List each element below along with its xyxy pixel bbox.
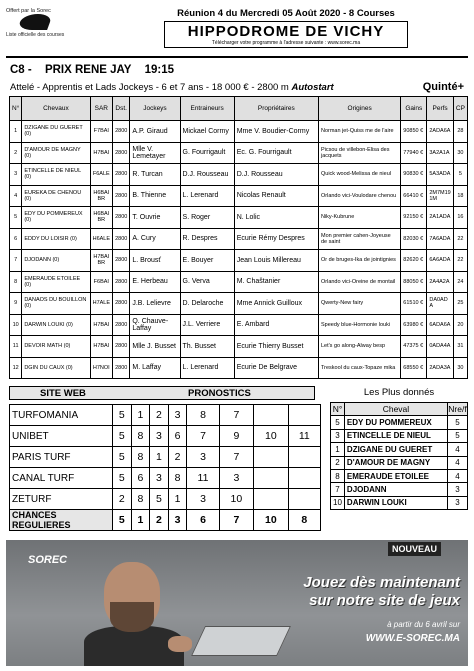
runner-cell: 8: [10, 271, 22, 293]
runners-header-row: [10, 97, 468, 121]
runner-cell: E. Herbeau: [130, 271, 180, 293]
runner-cell: 2800: [113, 228, 130, 250]
plus-row: [331, 429, 468, 442]
pronostic-pick: 5: [113, 468, 132, 489]
pronostic-pick: 8: [288, 510, 320, 531]
runner-cell: H6BAI BR: [90, 207, 113, 229]
runner-cell: 10: [10, 314, 22, 336]
runners-col-header: Propriétaires: [234, 97, 318, 121]
race-start-type: Autostart: [291, 82, 334, 93]
runner-cell: DA0AD A: [427, 293, 453, 315]
laptop-icon: [191, 626, 291, 656]
pronostic-pick: 6: [187, 510, 219, 531]
plus-donnes-header-row: [331, 403, 468, 416]
runner-cell: 2ADA6A: [427, 121, 453, 143]
runners-table: [9, 96, 468, 379]
runners-col-header: Dst.: [113, 97, 130, 121]
pronostic-pick: 10: [254, 510, 288, 531]
runner-cell: Ec. G. Fourrigault: [234, 142, 318, 164]
runner-cell: 2800: [113, 336, 130, 358]
runner-cell: 77940 €: [401, 142, 427, 164]
pronostic-pick: 10: [219, 489, 253, 510]
sorec-ad-banner[interactable]: [6, 540, 468, 666]
plus-cell: 5: [447, 416, 467, 429]
runner-cell: 4: [10, 185, 22, 207]
pronostic-pick: [288, 468, 320, 489]
plus-row: [331, 443, 468, 456]
runner-cell: 92150 €: [401, 207, 427, 229]
race-code: C8 -: [10, 64, 32, 76]
venue-title: HIPPODROME DE VICHY: [187, 23, 385, 40]
plus-donnes-title: Les Plus donnés: [363, 387, 435, 398]
runner-cell: 82620 €: [401, 250, 427, 272]
runner-cell: 6A6ADA: [427, 250, 453, 272]
runner-cell: Let's go along-Alway besp: [318, 336, 400, 358]
race-conditions: Attelé - Apprentis et Lads Jockeys - 6 et 7 ans - 18 000 € - 2800 m: [10, 82, 289, 93]
runner-cell: Jean Louis Millereau: [234, 250, 318, 272]
runner-cell: M. Laffay: [130, 357, 180, 379]
runner-cell: D.J. Rousseau: [234, 164, 318, 186]
runner-cell: N. Lolic: [234, 207, 318, 229]
pronostic-pick: 10: [254, 426, 288, 447]
pronostic-pick: [288, 447, 320, 468]
pronostic-pick: 11: [187, 468, 219, 489]
promo-line2: sur notre site de jeux: [309, 592, 460, 609]
runner-cell: G. Verva: [180, 271, 234, 293]
runner-cell: H7BAI: [90, 336, 113, 358]
runner-cell: H7BAI: [90, 142, 113, 164]
runner-cell: J.B. Lelievre: [130, 293, 180, 315]
runner-cell: G. Fourrigault: [180, 142, 234, 164]
runner-cell: A.P. Giraud: [130, 121, 180, 143]
runner-cell: 63980 €: [401, 314, 427, 336]
runner-row[interactable]: [10, 228, 468, 250]
plus-row: [331, 416, 468, 429]
race-conditions-line: [10, 82, 334, 93]
pronostic-pick: 5: [113, 447, 132, 468]
runners-col-header: Entraineurs: [180, 97, 234, 121]
runner-cell: Mme Annick Guilloux: [234, 293, 318, 315]
runner-cell: 9: [10, 293, 22, 315]
header-titles: [116, 8, 456, 48]
runner-row[interactable]: [10, 314, 468, 336]
plus-cell: 8: [331, 469, 345, 482]
promo-line1: Jouez dès maintenant: [303, 574, 460, 591]
runner-cell: Q. Chauve-Laffay: [130, 314, 180, 336]
runner-cell: Speedy blue-Hormonie louki: [318, 314, 400, 336]
site-web-header: SITE WEB: [40, 388, 86, 399]
pronostic-row: [10, 489, 321, 510]
bet-type: Quinté+: [422, 81, 464, 93]
runner-cell: 2800: [113, 142, 130, 164]
runner-cell: 3A2A1A: [427, 142, 453, 164]
plus-cell: ETINCELLE DE NIEUL: [344, 429, 447, 442]
runner-cell: 7: [10, 250, 22, 272]
header-rule: [6, 56, 468, 58]
pronostic-pick: 3: [168, 510, 187, 531]
plus-row: [331, 469, 468, 482]
horse-logo-icon: [17, 14, 53, 30]
runner-cell: F6ALE: [90, 164, 113, 186]
runner-cell: EDDY DU LOISIR (0): [22, 228, 90, 250]
plus-col-header: Nre/f: [448, 404, 467, 415]
runner-cell: 6ADA6A: [427, 314, 453, 336]
sorec-logo: [6, 6, 66, 50]
runner-cell: Orlando vici-Voulodare chenou: [318, 185, 400, 207]
pronostic-pick: 3: [150, 468, 169, 489]
runner-cell: L. Lerenard: [180, 357, 234, 379]
pronostic-pick: 1: [131, 405, 150, 426]
runner-cell: 3: [10, 164, 22, 186]
runner-cell: T. Ouvrie: [130, 207, 180, 229]
runner-cell: DJODANN (0): [22, 250, 90, 272]
plus-cell: 10: [331, 496, 345, 509]
runner-cell: E. Bouyer: [180, 250, 234, 272]
runner-cell: J.L. Verriere: [180, 314, 234, 336]
race-name: PRIX RENE JAY: [44, 64, 132, 76]
pronostic-row: [10, 510, 321, 531]
plus-cell: DJODANN: [344, 483, 447, 496]
runner-cell: S. Roger: [180, 207, 234, 229]
pronostic-pick: 3: [168, 405, 187, 426]
runner-cell: 30: [453, 142, 467, 164]
pronostic-row: [10, 468, 321, 489]
runner-cell: 24: [453, 271, 467, 293]
banner-brand: SOREC: [28, 554, 68, 566]
runners-col-header: SAR: [90, 97, 113, 121]
runners-col-header: N°: [10, 97, 22, 121]
runner-cell: H7ALE: [90, 293, 113, 315]
pronostic-pick: 2: [150, 405, 169, 426]
pronostic-pick: 1: [168, 489, 187, 510]
runner-cell: 18: [453, 185, 467, 207]
runner-cell: Norman jet-Quiss me de l'aire: [318, 121, 400, 143]
runner-cell: Picsou de villebon-Elisa des jacquets: [318, 142, 400, 164]
pronostic-pick: 5: [150, 489, 169, 510]
runner-cell: DGIN DU CAUX (0): [22, 357, 90, 379]
pronostic-pick: 7: [187, 426, 219, 447]
pronostic-pick: 3: [187, 447, 219, 468]
runner-cell: 61510 €: [401, 293, 427, 315]
runner-cell: EMERAUDE ETOILEE (0): [22, 271, 90, 293]
runner-cell: ETINCELLE DE NIEUL (0): [22, 164, 90, 186]
runner-cell: 1: [10, 121, 22, 143]
download-line: Télécharger votre programme à l'adresse suivante : www.sorec.ma: [211, 40, 361, 46]
venue-box: [164, 21, 408, 48]
runner-cell: H7BAI BR: [90, 250, 113, 272]
runner-cell: DARWIN LOUKI (0): [22, 314, 90, 336]
runner-cell: EUREKA DE CHENOU (0): [22, 185, 90, 207]
runner-cell: 2800: [113, 207, 130, 229]
runner-cell: 2800: [113, 121, 130, 143]
runner-cell: DZIGANE DU GUERET (0): [22, 121, 90, 143]
pronostic-pick: 8: [131, 426, 150, 447]
plus-cell: 5: [447, 429, 467, 442]
runner-row[interactable]: [10, 142, 468, 164]
race-title-line: [10, 64, 184, 76]
logo-official-list: Liste officielle des courses: [6, 32, 65, 38]
runner-cell: A. Cury: [130, 228, 180, 250]
pronostic-pick: 2: [113, 489, 132, 510]
plus-cell: 3: [447, 496, 467, 509]
runner-row[interactable]: [10, 357, 468, 379]
runner-cell: F6BAI: [90, 271, 113, 293]
runner-cell: D'AMOUR DE MAGNY (0): [22, 142, 90, 164]
runner-cell: 7A6ADA: [427, 228, 453, 250]
meeting-line: Réunion 4 du Mercredi 05 Août 2020 - 8 Courses: [177, 8, 395, 19]
pronostic-pick: [254, 489, 288, 510]
plus-cell: 7: [331, 483, 345, 496]
runner-cell: 20: [453, 314, 467, 336]
promo-date: à partir du 6 avril sur: [387, 620, 460, 629]
runner-cell: H7BAI: [90, 314, 113, 336]
runner-cell: Mlle J. Busset: [130, 336, 180, 358]
pronostic-pick: [288, 489, 320, 510]
pronostic-pick: [254, 447, 288, 468]
runner-cell: Ecurie Rémy Despres: [234, 228, 318, 250]
pronostic-pick: 7: [219, 510, 253, 531]
runners-col-header: Chevaux: [22, 97, 90, 121]
runner-cell: Quick wood-Melissa de nieul: [318, 164, 400, 186]
pronostics-header: [9, 386, 315, 400]
runner-cell: Mickael Cormy: [180, 121, 234, 143]
runner-cell: 25: [453, 293, 467, 315]
plus-cell: 4: [447, 456, 467, 469]
player-illustration: [76, 556, 196, 666]
runner-cell: 2A1ADA: [427, 207, 453, 229]
pronostic-pick: 8: [187, 405, 219, 426]
plus-cell: 4: [447, 469, 467, 482]
runner-cell: DEVOIR MATH (0): [22, 336, 90, 358]
pronostic-pick: 1: [131, 510, 150, 531]
runner-cell: 31: [453, 336, 467, 358]
runner-cell: DANAOS DU BOUILLON (0): [22, 293, 90, 315]
runner-cell: D.J. Rousseau: [180, 164, 234, 186]
race-time: 19:15: [144, 64, 175, 76]
pronostic-site: TURFOMANIA: [10, 405, 113, 426]
page-header: [6, 6, 468, 50]
runner-cell: 2800: [113, 185, 130, 207]
runner-row[interactable]: [10, 207, 468, 229]
runners-col-header: Perfs: [427, 97, 453, 121]
plus-cell: DARWIN LOUKI: [344, 496, 447, 509]
runner-cell: R. Despres: [180, 228, 234, 250]
runner-cell: M. Chaštanier: [234, 271, 318, 293]
runner-cell: 2800: [113, 250, 130, 272]
runner-row[interactable]: [10, 185, 468, 207]
pronostic-pick: 2: [150, 510, 169, 531]
pronostic-pick: 5: [113, 405, 132, 426]
plus-cell: 5: [331, 416, 345, 429]
runner-cell: 5A3ADA: [427, 164, 453, 186]
runner-cell: Mlle V. Lemetayer: [130, 142, 180, 164]
runner-cell: B. Thienne: [130, 185, 180, 207]
pronostic-pick: 3: [187, 489, 219, 510]
pronostic-pick: 3: [150, 426, 169, 447]
runners-col-header: Jockeys: [130, 97, 180, 121]
plus-cell: 3: [447, 483, 467, 496]
runner-cell: H6ALE: [90, 228, 113, 250]
runner-cell: 90830 €: [401, 164, 427, 186]
runner-cell: Nicolas Renault: [234, 185, 318, 207]
runner-cell: Mme V. Boudier-Cormy: [234, 121, 318, 143]
runner-cell: 90850 €: [401, 121, 427, 143]
pronostic-pick: 6: [168, 426, 187, 447]
pronostic-site: PARIS TURF: [10, 447, 113, 468]
runner-cell: 12: [10, 357, 22, 379]
pronostic-pick: 1: [150, 447, 169, 468]
runner-cell: 16: [453, 207, 467, 229]
pronostic-pick: 5: [113, 426, 132, 447]
pronostic-row: [10, 405, 321, 426]
plus-row: [331, 456, 468, 469]
runner-cell: 22: [453, 228, 467, 250]
pronostic-pick: 11: [288, 426, 320, 447]
runner-cell: Treskool du caux-Topaze mika: [318, 357, 400, 379]
runner-cell: 82030 €: [401, 228, 427, 250]
runner-row[interactable]: [10, 164, 468, 186]
pronostic-pick: 7: [219, 447, 253, 468]
runner-cell: 2800: [113, 293, 130, 315]
runner-cell: Qwerty-New fairy: [318, 293, 400, 315]
runners-col-header: Origines: [318, 97, 400, 121]
pronostic-pick: 8: [168, 468, 187, 489]
runners-col-header: CP: [453, 97, 467, 121]
plus-cell: 1: [331, 443, 345, 456]
runner-cell: 68550 €: [401, 357, 427, 379]
plus-cell: 2: [331, 456, 345, 469]
runner-row[interactable]: [10, 336, 468, 358]
pronostic-pick: 8: [131, 489, 150, 510]
runner-cell: Ecurie De Belgrave: [234, 357, 318, 379]
pronostic-pick: 2: [168, 447, 187, 468]
runner-cell: Or de bruges-Ika de jointignies: [318, 250, 400, 272]
runner-cell: Orlando vici-Oreine de montail: [318, 271, 400, 293]
runner-cell: L. Brousť: [130, 250, 180, 272]
runner-cell: 11: [10, 336, 22, 358]
runner-cell: 30: [453, 357, 467, 379]
pronostic-pick: 8: [131, 447, 150, 468]
plus-donnes-table: [330, 402, 468, 510]
promo-url[interactable]: WWW.E-SOREC.MA: [365, 633, 460, 644]
runner-cell: 6: [10, 228, 22, 250]
runner-cell: 28: [453, 121, 467, 143]
pronostic-pick: 6: [131, 468, 150, 489]
pronostic-pick: [254, 468, 288, 489]
runner-cell: 88050 €: [401, 271, 427, 293]
pronostic-pick: 7: [219, 405, 253, 426]
runner-cell: Mon premier cahen-Joyeuse de saint: [318, 228, 400, 250]
runner-cell: 5: [10, 207, 22, 229]
pronostic-site: CANAL TURF: [10, 468, 113, 489]
runner-cell: 5: [453, 164, 467, 186]
runner-cell: 2A4A2A: [427, 271, 453, 293]
runner-cell: H7NOI: [90, 357, 113, 379]
runners-body: [10, 121, 468, 379]
runner-row[interactable]: [10, 121, 468, 143]
runner-cell: 0ADA4A: [427, 336, 453, 358]
plus-cell: D'AMOUR DE MAGNY: [344, 456, 447, 469]
runner-cell: R. Turcan: [130, 164, 180, 186]
runner-cell: L. Lerenard: [180, 185, 234, 207]
pronostics-title: PRONOSTICS: [188, 388, 251, 399]
plus-cell: 3: [331, 429, 345, 442]
pronostic-row: [10, 447, 321, 468]
runner-cell: H6BAI BR: [90, 185, 113, 207]
pronostic-pick: [254, 405, 288, 426]
runners-col-header: Gains: [401, 97, 427, 121]
runner-cell: D. Delaroche: [180, 293, 234, 315]
runner-row[interactable]: [10, 250, 468, 272]
runner-cell: Niky-Kubrune: [318, 207, 400, 229]
pronostics-table: [9, 404, 321, 531]
plus-row: [331, 483, 468, 496]
pronostic-pick: 3: [219, 468, 253, 489]
plus-col-header: Cheval: [344, 403, 447, 416]
runner-cell: 2800: [113, 314, 130, 336]
runner-cell: Ecurie Thierry Busset: [234, 336, 318, 358]
runner-cell: 2800: [113, 357, 130, 379]
runner-cell: 2800: [113, 271, 130, 293]
pronostic-row: [10, 426, 321, 447]
pronostic-site: UNIBET: [10, 426, 113, 447]
runner-cell: 66410 €: [401, 185, 427, 207]
pronostic-site: ZETURF: [10, 489, 113, 510]
pronostic-pick: 5: [113, 510, 132, 531]
plus-cell: 4: [447, 443, 467, 456]
runner-cell: 47375 €: [401, 336, 427, 358]
plus-row: [331, 496, 468, 509]
pronostic-pick: 9: [219, 426, 253, 447]
runner-cell: 22: [453, 250, 467, 272]
new-badge: NOUVEAU: [388, 542, 441, 556]
runner-cell: 2ADA3A: [427, 357, 453, 379]
plus-cell: EDY DU POMMEREUX: [344, 416, 447, 429]
logo-offered-by: Offert par la Sorec: [6, 8, 51, 14]
promo-headline: [292, 574, 460, 610]
plus-col-header: N°: [331, 403, 345, 416]
plus-cell: EMERAUDE ETOILEE: [344, 469, 447, 482]
runner-cell: 2M7M19 1M: [427, 185, 453, 207]
plus-cell: DZIGANE DU GUERET: [344, 443, 447, 456]
runner-cell: Th. Busset: [180, 336, 234, 358]
runner-cell: E. Ambard: [234, 314, 318, 336]
runner-cell: F7BAI: [90, 121, 113, 143]
runner-cell: 2800: [113, 164, 130, 186]
pronostic-pick: [288, 405, 320, 426]
pronostic-site: CHANCES REGULIERES: [10, 510, 113, 531]
runner-cell: 2: [10, 142, 22, 164]
runner-row[interactable]: [10, 271, 468, 293]
runner-cell: EDY DU POMMEREUX (0): [22, 207, 90, 229]
runner-row[interactable]: [10, 293, 468, 315]
